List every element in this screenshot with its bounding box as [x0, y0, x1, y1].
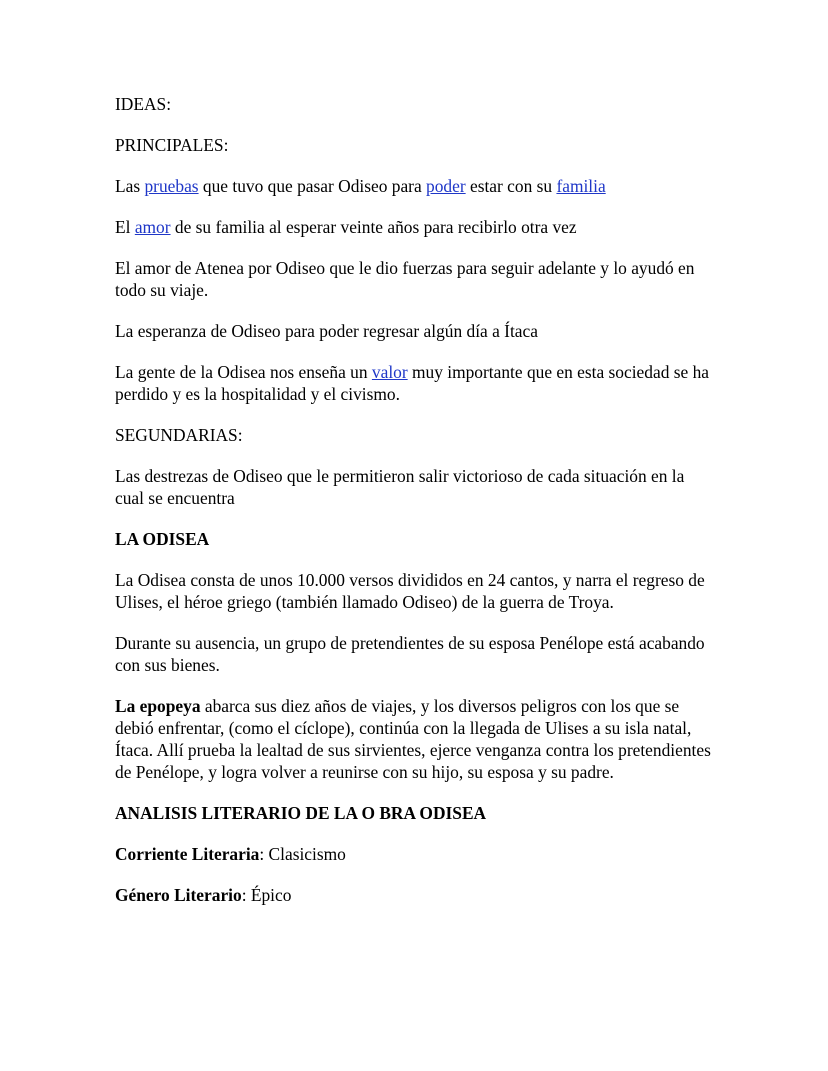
paragraph-atenea: El amor de Atenea por Odiseo que le dio fuerzas para seguir adelante y lo ayudó en todo su viaje. — [115, 258, 695, 300]
paragraph-valor — [115, 361, 715, 405]
genero-literario — [115, 884, 715, 906]
paragraph-amor — [115, 216, 715, 238]
text-segment: La gente de la Odisea nos enseña un — [115, 362, 372, 382]
paragraph-consta: La Odisea consta de unos 10.000 versos divididos en 24 cantos, y narra el regreso de Ulises, el héroe griego (también llamado Odiseo) de la guerra de Troya. — [115, 570, 705, 612]
text-segment: Las — [115, 176, 145, 196]
document-page — [115, 93, 715, 925]
genero-label: Género Literario — [115, 885, 242, 905]
text-segment: abarca sus diez años de viajes, y los diversos peligros con los que se debió enfrentar, (como el cíclope), continúa con la llegada de Ulises a su isla natal, Ítaca. Allí prueba la lealtad de sus sirvientes, ejerce venganza contra los pretendientes de Penélope, y logra volver a reunirse con su hijo, su esposa y su padre. — [115, 696, 711, 782]
link-valor[interactable]: valor — [371, 362, 408, 382]
paragraph-ausencia: Durante su ausencia, un grupo de pretendientes de su esposa Penélope está acabando con sus bienes. — [115, 633, 705, 675]
genero-value: : Épico — [241, 885, 292, 905]
principales-label: PRINCIPALES: — [115, 135, 229, 155]
link-familia[interactable]: familia — [556, 176, 606, 196]
epopeya-bold: La epopeya — [115, 696, 201, 716]
corriente-value: : Clasicismo — [259, 844, 346, 864]
paragraph-destrezas: Las destrezas de Odiseo que le permitieron salir victorioso de cada situación en la cual se encuentra — [115, 466, 685, 508]
text-segment: estar con su — [465, 176, 557, 196]
paragraph-epopeya — [115, 695, 715, 783]
ideas-label: IDEAS: — [115, 94, 172, 114]
segundarias-label: SEGUNDARIAS: — [115, 425, 243, 445]
heading-la-odisea: LA ODISEA — [115, 529, 210, 549]
paragraph-pruebas — [115, 175, 715, 197]
link-amor[interactable]: amor — [134, 217, 171, 237]
text-segment: que tuvo que pasar Odiseo para — [198, 176, 427, 196]
heading-analisis: ANALISIS LITERARIO DE LA O BRA ODISEA — [115, 803, 487, 823]
link-poder[interactable]: poder — [426, 176, 466, 196]
link-pruebas[interactable]: pruebas — [144, 176, 199, 196]
corriente-literaria — [115, 843, 715, 865]
text-segment: muy importante que en esta sociedad se ha perdido y es la hospitalidad y el civismo. — [115, 362, 709, 404]
corriente-label: Corriente Literaria — [115, 844, 260, 864]
paragraph-esperanza: La esperanza de Odiseo para poder regresar algún día a Ítaca — [115, 321, 538, 341]
text-segment: de su familia al esperar veinte años para recibirlo otra vez — [170, 217, 577, 237]
text-segment: El — [115, 217, 135, 237]
